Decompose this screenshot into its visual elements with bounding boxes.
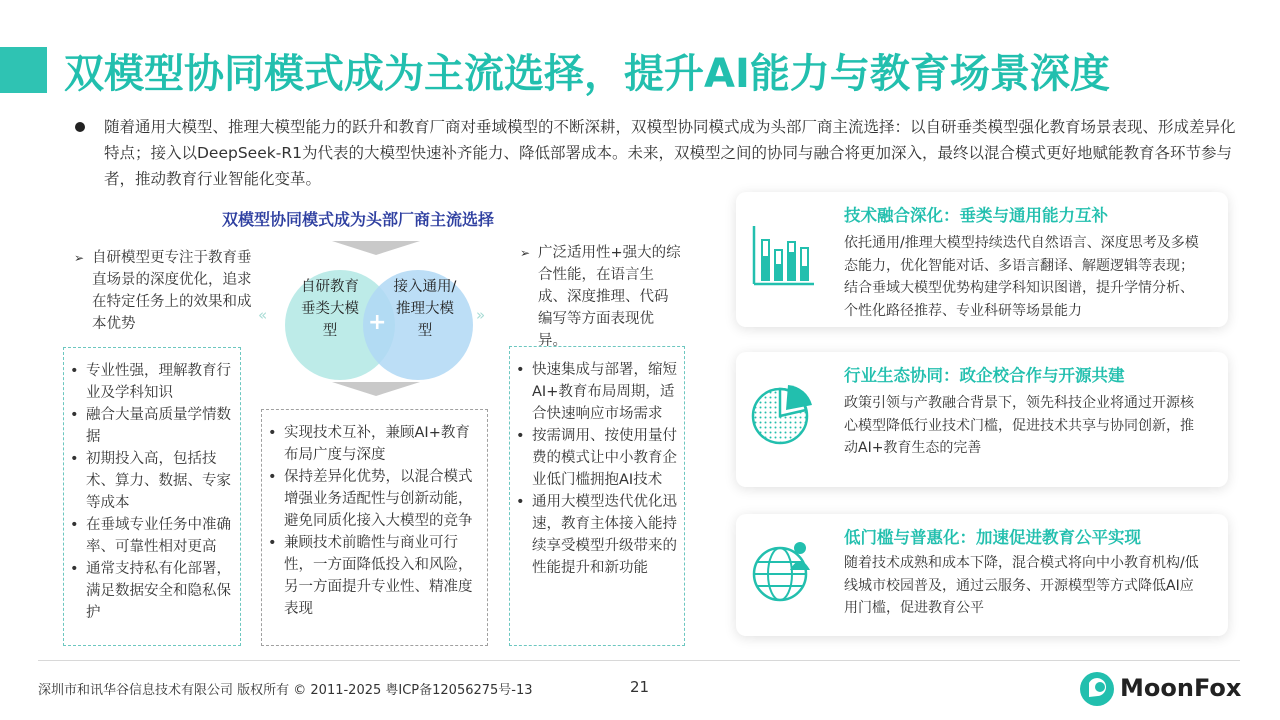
double-arrow-right-icon: » [476,306,482,324]
left-feature-box [63,347,241,646]
page-title: 双模型协同模式成为主流选择，提升AI能力与教育场景深度 [64,51,1110,97]
card-tech-fusion [736,192,1228,327]
list-item: • 快速集成与部署，缩短AI+教育布局周期，适合快速响应市场需求 [510,359,684,425]
card-heading: 技术融合深化：垂类与通用能力互补 [844,206,1108,225]
card-heading: 低门槛与普惠化：加速促进教育公平实现 [844,528,1141,547]
intro-paragraph [78,114,1238,192]
card-heading: 行业生态协同：政企校合作与开源共建 [844,366,1125,385]
chevron-down-icon [332,382,420,396]
list-item: • 实现技术互补，兼顾AI+教育布局广度与深度 [262,422,479,466]
plus-icon: + [368,310,387,335]
pie-chart-icon [748,380,818,450]
list-item: • 按需调用、按使用量付费的模式让中小教育企业低门槛拥抱AI技术 [510,425,684,491]
card-body: 随着技术成熟和成本下降，混合模式将向中小教育机构/低线城市校园普及，通过云服务、开源模型等方式降低AI应用门槛，促进教育公平 [844,555,1199,616]
venn-right-label: 接入通用/推理大模型 [393,279,457,339]
footer-divider [38,660,1240,661]
card-body: 政策引领与产教融合背景下，领先科技企业将通过开源核心模型降低行业技术门槛，促进技术共享与协同创新，推动AI+教育生态的完善 [844,395,1194,456]
card-accessibility [736,514,1228,636]
brand-name: MoonFox [1120,674,1242,702]
list-item: • 通用大模型迭代优化迅速，教育主体接入能持续享受模型升级带来的性能提升和新功能 [510,491,684,579]
chevron-down-icon [332,241,420,255]
list-item: • 通常支持私有化部署，满足数据安全和隐私保护 [64,558,240,624]
footer-copyright: 深圳市和讯华谷信息技术有限公司 版权所有 © 2011-2025 粤ICP备12056275号-13 [38,683,533,698]
moonfox-logo-icon [1078,670,1116,708]
list-item: • 专业性强，理解教育行业及学科知识 [64,360,240,404]
list-item: • 保持差异化优势，以混合模式增强业务适配性与创新动能，避免同质化接入大模型的竞争 [262,466,479,532]
right-note-text: 广泛适用性+强大的综合性能，在语言生成、深度推理、代码编写等方面表现优异。 [538,245,681,349]
title-accent-bar [0,47,47,93]
bar-chart-icon [748,222,818,292]
left-note-text: 自研模型更专注于教育垂直场景的深度优化，追求在特定任务上的效果和成本优势 [92,250,252,332]
right-note [520,242,682,352]
venn-diagram [285,270,495,380]
list-item: • 融合大量高质量学情数据 [64,404,240,448]
bullet-dot [75,122,85,132]
diagram-title: 双模型协同模式成为头部厂商主流选择 [222,210,495,229]
arrow-right-icon: ➢ [74,251,85,265]
list-item: • 在垂域专业任务中准确率、可靠性相对更高 [64,514,240,558]
center-feature-box [261,409,488,646]
double-arrow-left-icon: « [258,306,264,324]
list-item: • 兼顾技术前瞻性与商业可行性，一方面降低投入和风险，另一方面提升专业性、精准度表现 [262,532,479,620]
globe-person-icon [748,536,818,606]
card-ecosystem [736,352,1228,487]
arrow-right-icon: ➢ [520,246,531,260]
intro-text: 随着通用大模型、推理大模型能力的跃升和教育厂商对垂域模型的不断深耕，双模型协同模式成为头部厂商主流选择：以自研垂类模型强化教育场景表现、形成差异化特点；接入以DeepSeek-R1为代表的大模型快速补齐能力、降低部署成本。未来，双模型之间的协同与融合将更加深入，最终以混合模式更好地赋能教育各环节参与者，推动教育行业智能化变革。 [104,118,1236,188]
venn-left-label: 自研教育垂类大模型 [301,279,359,339]
page-number: 21 [630,678,650,696]
left-note [74,247,254,335]
right-feature-box [509,346,685,646]
list-item: • 初期投入高，包括技术、算力、数据、专家等成本 [64,448,240,514]
card-body: 依托通用/推理大模型持续迭代自然语言、深度思考及多模态能力，优化智能对话、多语言翻译、解题逻辑等表现；结合垂域大模型优势构建学科知识图谱，提升学情分析、个性化路径推荐、专业科研等场景能力 [844,235,1199,319]
